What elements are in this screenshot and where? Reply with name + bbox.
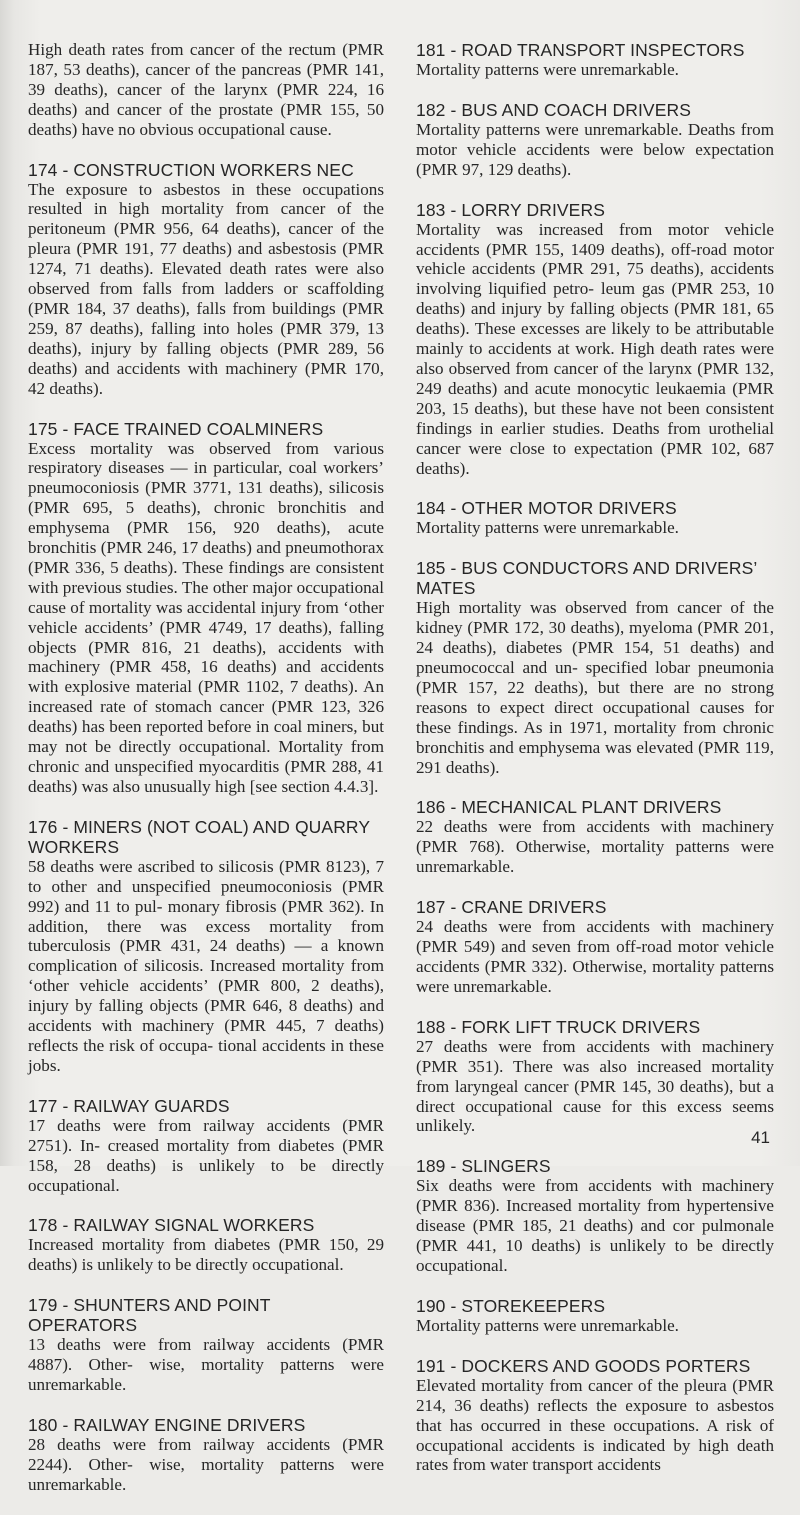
section-177 xyxy=(28,1096,384,1196)
section-heading: 186 - MECHANICAL PLANT DRIVERS xyxy=(416,797,722,818)
section-text: 22 deaths were from accidents with machinery (PMR 768). Otherwise, mortality patterns were unremarkable. xyxy=(416,817,774,877)
section-185 xyxy=(416,558,774,777)
section-heading: 175 - FACE TRAINED COALMINERS xyxy=(28,418,324,439)
section-179 xyxy=(28,1295,384,1395)
section-text: 17 deaths were from railway accidents (PMR 2751). In- creased mortality from diabetes (PMR 158, 28 deaths) is unlikely to be directly occupational. xyxy=(28,1115,384,1195)
section-189 xyxy=(416,1156,774,1276)
left-column xyxy=(28,40,384,1515)
section-180 xyxy=(28,1415,384,1495)
section-text: Increased mortality from diabetes (PMR 150, 29 deaths) is unlikely to be directly occupational. xyxy=(28,1235,384,1275)
section-heading: 180 - RAILWAY ENGINE DRIVERS xyxy=(28,1414,306,1435)
section-186 xyxy=(416,797,774,877)
section-text: Excess mortality was observed from various respiratory diseases — in particular, coal workers’ pneumoconiosis (PMR 3771, 131 deaths), silicosis (PMR 695, 5 deaths), chronic bronchitis and emphysema (PMR 156, 920 deaths), acute bronchitis (PMR 246, 17 deaths) and pneumothorax (PMR 336, 5 deaths). These findings are consistent with previous studies. The other major occupational cause of mortality was accidental injury from ‘other vehicle accidents’ (PMR 4749, 17 deaths), falling objects (PMR 816, 21 deaths), accidents with machinery (PMR 458, 16 deaths) and accidents with explosive material (PMR 1102, 7 deaths). An increased rate of stomach cancer (PMR 123, 326 deaths) has been reported before in coal miners, but may not be directly occupational. Mortality from chronic and unspecified myocarditis (PMR 288, 41 deaths) was also unusually high [see section 4.4.3]. xyxy=(28,438,384,796)
section-text: Six deaths were from accidents with machinery (PMR 836). Increased mortality from hypertensive disease (PMR 185, 21 deaths) and cor pulmonale (PMR 441, 10 deaths) is unlikely to be directly occupational. xyxy=(416,1176,774,1275)
intro-paragraph: High death rates from cancer of the rectum (PMR 187, 53 deaths), cancer of the pancreas (PMR 141, 39 deaths), cancer of the larynx (PMR 224, 16 deaths) and cancer of the prostate (PMR 155, 50 deaths) have no obvious occupational cause. xyxy=(28,40,384,139)
section-heading: 184 - OTHER MOTOR DRIVERS xyxy=(416,498,677,519)
section-191 xyxy=(416,1356,774,1476)
section-183 xyxy=(416,200,774,479)
section-176 xyxy=(28,817,384,1076)
right-column xyxy=(416,40,774,1495)
section-heading: 190 - STOREKEEPERS xyxy=(416,1295,606,1316)
section-182 xyxy=(416,100,774,180)
section-text: 28 deaths were from railway accidents (PMR 2244). Other- wise, mortality patterns were unremarkable. xyxy=(28,1434,384,1494)
section-text: Elevated mortality from cancer of the pleura (PMR 214, 36 deaths) reflects the exposure to asbestos that has occurred in these occupations. A risk of occupational accidents is indicated by high death rates from water transport accidents xyxy=(416,1375,774,1475)
section-heading: 176 - MINERS (NOT COAL) AND QUARRY WORKERS xyxy=(28,816,370,857)
section-text: 27 deaths were from accidents with machinery (PMR 351). There was also increased mortality from laryngeal cancer (PMR 145, 30 deaths), but a direct occupational cause for this excess seems unlikely. xyxy=(416,1036,774,1136)
section-heading: 183 - LORRY DRIVERS xyxy=(416,199,605,220)
intro-block xyxy=(28,40,384,140)
section-text: High mortality was observed from cancer of the kidney (PMR 172, 30 deaths), myeloma (PMR 201, 24 deaths), diabetes (PMR 154, 51 deaths) and pneumococcal and un- specified lobar pneumonia (PMR 157, 22 deaths), but there are no strong reasons to expect direct occupational causes for these findings. As in 1971, mortality from chronic bronchitis and emphysema was elevated (PMR 119, 291 deaths). xyxy=(416,598,774,777)
section-heading: 179 - SHUNTERS AND POINT OPERATORS xyxy=(28,1295,271,1336)
page-number: 41 xyxy=(751,1128,770,1147)
section-text: The exposure to asbestos in these occupations resulted in high mortality from cancer of the peritoneum (PMR 956, 64 deaths), cancer of the pleura (PMR 191, 77 deaths) and asbestosis (PMR 1274, 71 deaths). Elevated death rates were also observed from falls from ladders or scaffolding (PMR 184, 37 deaths), falls from buildings (PMR 259, 87 deaths), falling into holes (PMR 379, 13 deaths), injury by falling objects (PMR 289, 56 deaths) and accidents with machinery (PMR 170, 42 deaths). xyxy=(28,179,384,398)
section-187 xyxy=(416,897,774,997)
section-heading: 178 - RAILWAY SIGNAL WORKERS xyxy=(28,1215,315,1236)
section-178 xyxy=(28,1215,384,1275)
section-174 xyxy=(28,160,384,399)
section-heading: 187 - CRANE DRIVERS xyxy=(416,897,607,918)
section-heading: 182 - BUS AND COACH DRIVERS xyxy=(416,99,691,120)
section-text: Mortality patterns were unremarkable. xyxy=(416,1315,679,1335)
section-text: Mortality was increased from motor vehicle accidents (PMR 155, 1409 deaths), off-road motor vehicle accidents (PMR 291, 75 deaths), accidents involving liquified petro- leum gas (PMR 253, 10 deaths) and injury by falling objects (PMR 181, 65 deaths). These excesses are likely to be attributable mainly to accidents at work. High death rates were also observed from cancer of the larynx (PMR 132, 249 deaths) and acute monocytic leukaemia (PMR 203, 15 deaths), but these have not been consistent findings in earlier studies. Deaths from urothelial cancer were close to expectation (PMR 102, 687 deaths). xyxy=(416,219,774,478)
section-heading: 174 - CONSTRUCTION WORKERS NEC xyxy=(28,159,354,180)
section-190 xyxy=(416,1296,774,1336)
section-188 xyxy=(416,1017,774,1137)
section-text: 58 deaths were ascribed to silicosis (PMR 8123), 7 to other and unspecified pneumoconiosis (PMR 992) and 11 to pul- monary fibrosis (PMR 362). In addition, there was excess mortality from tuberculosis (PMR 431, 24 deaths) — a known complication of silicosis. Increased mortality from ‘other vehicle accidents’ (PMR 800, 2 deaths), injury by falling objects (PMR 646, 8 deaths) and accidents with machinery (PMR 445, 7 deaths) reflects the risk of occupa- tional accidents in these jobs. xyxy=(28,856,384,1075)
section-text: Mortality patterns were unremarkable. xyxy=(416,518,679,538)
section-181 xyxy=(416,40,774,80)
section-175 xyxy=(28,419,384,797)
section-text: Mortality patterns were unremarkable. xyxy=(416,60,679,79)
section-text: Mortality patterns were unremarkable. Deaths from motor vehicle accidents were below expectation (PMR 97, 129 deaths). xyxy=(416,119,774,179)
section-heading: 189 - SLINGERS xyxy=(416,1156,551,1177)
section-heading: 188 - FORK LIFT TRUCK DRIVERS xyxy=(416,1016,701,1037)
section-heading: 181 - ROAD TRANSPORT INSPECTORS xyxy=(416,40,745,60)
section-heading: 191 - DOCKERS AND GOODS PORTERS xyxy=(416,1355,751,1376)
section-text: 24 deaths were from accidents with machinery (PMR 549) and seven from off-road motor vehicle accidents (PMR 332). Otherwise, mortality patterns were unremarkable. xyxy=(416,917,774,996)
section-heading: 185 - BUS CONDUCTORS AND DRIVERS’ MATES xyxy=(416,558,757,599)
section-text: 13 deaths were from railway accidents (PMR 4887). Other- wise, mortality patterns were unremarkable. xyxy=(28,1335,384,1395)
section-184 xyxy=(416,498,774,538)
section-heading: 177 - RAILWAY GUARDS xyxy=(28,1095,230,1116)
